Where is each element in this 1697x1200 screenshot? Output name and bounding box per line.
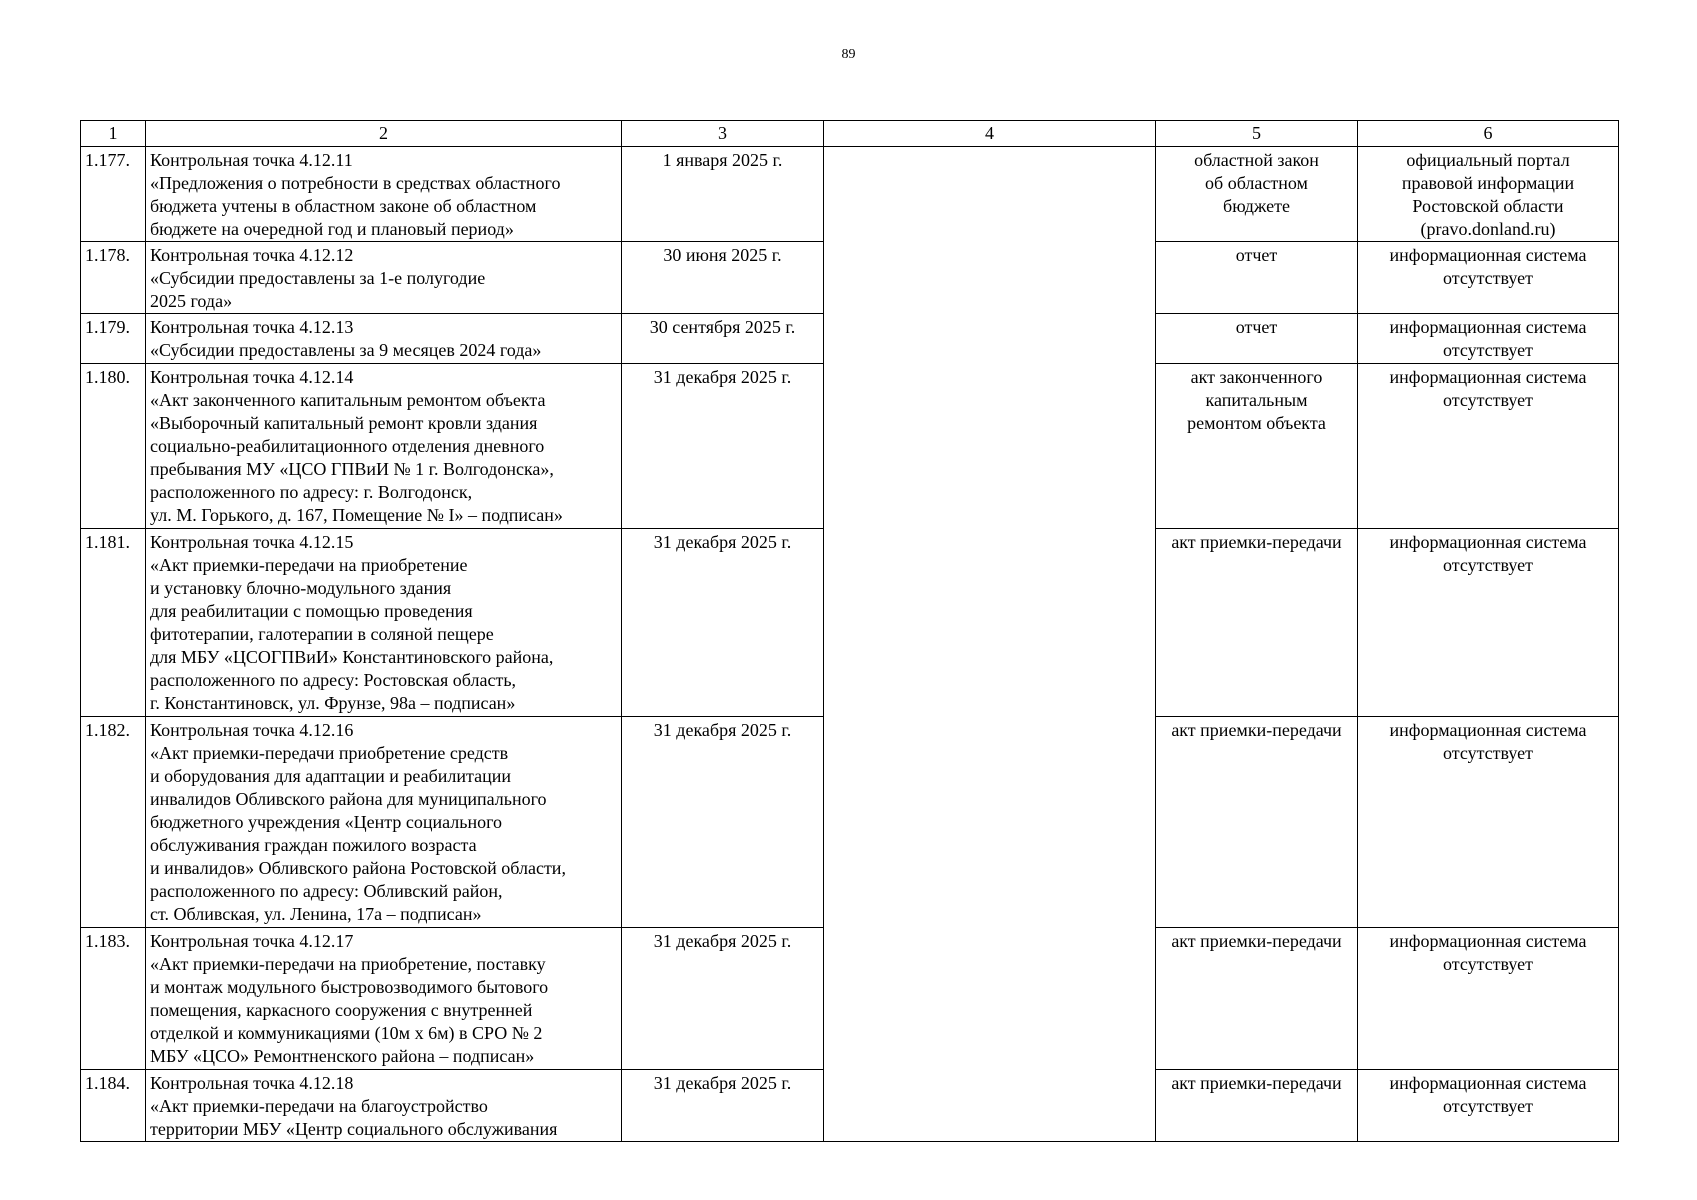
control-point-text: Контрольная точка 4.12.14 «Акт законченного капитальным ремонтом объекта «Выборочный капитальный ремонт кровли здания социально-реабилитационного отделения дневного пребывания МУ «ЦСО ГПВиИ № 1 г. Волгодонска», расположенного по адресу: г. Волгодонск, ул. М. Горького, д. 167, Помещение № I» – подписан» (146, 364, 622, 529)
column-4-empty-cell (824, 147, 1156, 1142)
header-col-5: 5 (1156, 121, 1358, 147)
deadline-date: 31 декабря 2025 г. (622, 1070, 824, 1142)
deadline-date: 31 декабря 2025 г. (622, 717, 824, 928)
row-number: 1.177. (81, 147, 146, 242)
row-number: 1.181. (81, 529, 146, 717)
row-number: 1.184. (81, 1070, 146, 1142)
header-col-6: 6 (1358, 121, 1619, 147)
information-source: информационная система отсутствует (1358, 717, 1619, 928)
document-type: акт законченного капитальным ремонтом объекта (1156, 364, 1358, 529)
document-type: отчет (1156, 242, 1358, 314)
header-row (81, 121, 1619, 147)
information-source: информационная система отсутствует (1358, 242, 1619, 314)
table-row (81, 147, 1619, 242)
row-number: 1.179. (81, 314, 146, 364)
row-number: 1.180. (81, 364, 146, 529)
document-type: акт приемки-передачи (1156, 1070, 1358, 1142)
information-source: информационная система отсутствует (1358, 529, 1619, 717)
information-source: информационная система отсутствует (1358, 1070, 1619, 1142)
header-col-1: 1 (81, 121, 146, 147)
control-point-text: Контрольная точка 4.12.11 «Предложения о потребности в средствах областного бюджета учтены в областном законе об областном бюджете на очередной год и плановый период» (146, 147, 622, 242)
deadline-date: 30 сентября 2025 г. (622, 314, 824, 364)
row-number: 1.182. (81, 717, 146, 928)
control-point-text: Контрольная точка 4.12.18 «Акт приемки-передачи на благоустройство территории МБУ «Центр социального обслуживания (146, 1070, 622, 1142)
deadline-date: 31 декабря 2025 г. (622, 928, 824, 1070)
deadline-date: 31 декабря 2025 г. (622, 364, 824, 529)
document-type: акт приемки-передачи (1156, 928, 1358, 1070)
document-type: областной закон об областном бюджете (1156, 147, 1358, 242)
document-type: акт приемки-передачи (1156, 529, 1358, 717)
control-points-table (80, 120, 1619, 1142)
page-number: 89 (841, 47, 856, 62)
information-source: информационная система отсутствует (1358, 364, 1619, 529)
deadline-date: 30 июня 2025 г. (622, 242, 824, 314)
control-point-text: Контрольная точка 4.12.13 «Субсидии предоставлены за 9 месяцев 2024 года» (146, 314, 622, 364)
information-source: информационная система отсутствует (1358, 314, 1619, 364)
control-point-text: Контрольная точка 4.12.15 «Акт приемки-передачи на приобретение и установку блочно-модульного здания для реабилитации с помощью проведения фитотерапии, галотерапии в соляной пещере для МБУ «ЦСОГПВиИ» Константиновского района, расположенного по адресу: Ростовская область, г. Константиновск, ул. Фрунзе, 98а – подписан» (146, 529, 622, 717)
header-col-2: 2 (146, 121, 622, 147)
deadline-date: 31 декабря 2025 г. (622, 529, 824, 717)
row-number: 1.183. (81, 928, 146, 1070)
deadline-date: 1 января 2025 г. (622, 147, 824, 242)
document-type: акт приемки-передачи (1156, 717, 1358, 928)
information-source: информационная система отсутствует (1358, 928, 1619, 1070)
control-point-text: Контрольная точка 4.12.12 «Субсидии предоставлены за 1-е полугодие 2025 года» (146, 242, 622, 314)
control-point-text: Контрольная точка 4.12.17 «Акт приемки-передачи на приобретение, поставку и монтаж модульного быстровозводимого бытового помещения, каркасного сооружения с внутренней отделкой и коммуникациями (10м х 6м) в СРО № 2 МБУ «ЦСО» Ремонтненского района – подписан» (146, 928, 622, 1070)
header-col-3: 3 (622, 121, 824, 147)
control-point-text: Контрольная точка 4.12.16 «Акт приемки-передачи приобретение средств и оборудования для адаптации и реабилитации инвалидов Обливского района для муниципального бюджетного учреждения «Центр социального обслуживания граждан пожилого возраста и инвалидов» Обливского района Ростовской области, расположенного по адресу: Обливский район, ст. Обливская, ул. Ленина, 17а – подписан» (146, 717, 622, 928)
row-number: 1.178. (81, 242, 146, 314)
header-col-4: 4 (824, 121, 1156, 147)
document-type: отчет (1156, 314, 1358, 364)
information-source: официальный портал правовой информации Ростовской области (pravo.donland.ru) (1358, 147, 1619, 242)
